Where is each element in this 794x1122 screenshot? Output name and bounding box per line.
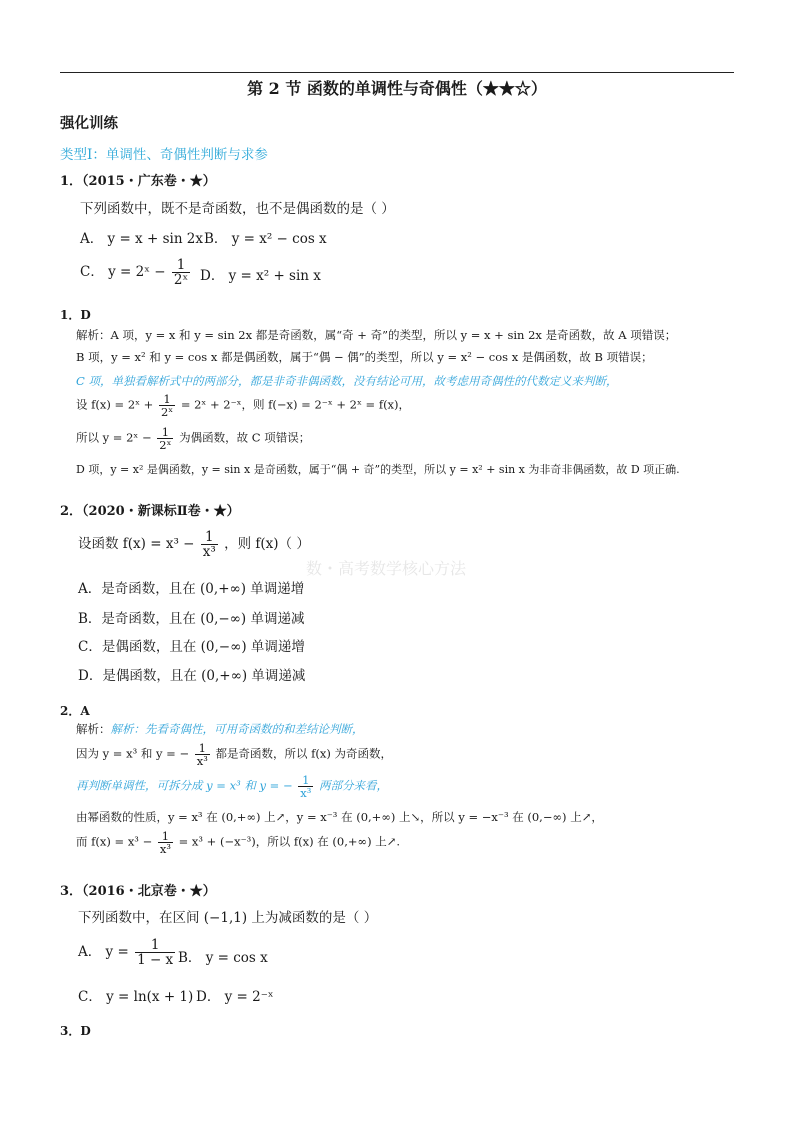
frac-den: x³: [159, 842, 171, 857]
frac-den: x³: [196, 754, 208, 769]
q2-option-d: D．是偶函数，且在 (0,+∞) 单调递减: [78, 668, 306, 684]
page-title: 第 2 节 函数的单调性与奇偶性（★★☆）: [247, 79, 547, 98]
q3-answer: 3．D: [60, 1024, 91, 1038]
q2-solution-1-text: 解析：先看奇偶性，可用奇函数的和差结论判断，: [110, 722, 364, 736]
q1-solution-4-pre: 设 f(x) = 2ˣ +: [76, 397, 154, 412]
q2-solution-4: 由幂函数的性质，y = x³ 在 (0,+∞) 上↗，y = x⁻³ 在 (0,+∞) 上↘，所以 y = −x⁻³ 在 (0,−∞) 上↗，: [76, 810, 603, 824]
q1-solution-4-fraction: [159, 393, 175, 418]
q3-option-a-fraction: [135, 938, 175, 967]
q1-option-b: B． y = x² − cos x: [204, 231, 327, 247]
q2-solution-3-post: 两部分来看，: [319, 778, 389, 793]
q3-option-b: B． y = cos x: [178, 950, 268, 966]
q2-solution-1: [76, 721, 364, 737]
q1-solution-5: [76, 426, 310, 451]
q2-option-a: A．是奇函数，且在 (0,+∞) 单调递增: [78, 581, 305, 597]
frac-den: 2ˣ: [160, 405, 174, 420]
q2-solution-2-post: 都是奇函数，所以 f(x) 为奇函数，: [215, 746, 393, 761]
q1-option-d: D． y = x² + sin x: [200, 268, 321, 284]
q2-solution-3-pre: 再判断单调性，可拆分成 y = x³ 和 y = −: [76, 778, 293, 793]
q1-answer: 1．D: [60, 308, 91, 322]
q3-option-a: [78, 938, 177, 967]
q1-solution-4: [76, 393, 410, 418]
q1-solution-1: 解析：A 项，y = x 和 y = sin 2x 都是奇函数，属“奇 + 奇”的类型，所以 y = x + sin 2x 是奇函数，故 A 项错误；: [76, 328, 677, 342]
q1-solution-5-fraction: [157, 426, 173, 451]
q2-option-c: C．是偶函数，且在 (0,−∞) 单调递增: [78, 639, 305, 655]
q1-solution-5-post: 为偶函数，故 C 项错误；: [179, 430, 311, 445]
q2-stem: [78, 530, 310, 559]
frac-num: 1: [195, 742, 210, 755]
q3-option-c: C． y = ln(x + 1): [78, 989, 194, 1005]
q1-option-a: A． y = x + sin 2x: [80, 231, 204, 247]
q2-solution-5: [76, 830, 400, 855]
q2-solution-5-fraction: [158, 830, 173, 855]
q1-stem: 下列函数中，既不是奇函数，也不是偶函数的是（ ）: [80, 201, 395, 217]
frac-den: 2ˣ: [159, 438, 172, 453]
q2-solution-3-fraction: [298, 774, 313, 799]
frac-num: 1: [172, 258, 190, 273]
q2-stem-pre: 设函数 f(x) = x³ −: [78, 536, 195, 553]
q2-solution-2-pre: 因为 y = x³ 和 y = −: [76, 746, 190, 761]
q2-option-b: B．是奇函数，且在 (0,−∞) 单调递减: [78, 611, 305, 627]
q3-option-a-pre: A． y =: [78, 944, 129, 961]
q1-solution-5-pre: 所以 y = 2ˣ −: [76, 430, 152, 445]
q1-option-c: [80, 258, 192, 287]
frac-den: 2ˣ: [173, 272, 189, 289]
frac-num: 1: [135, 938, 175, 953]
q2-solution-3: [76, 774, 388, 799]
q2-solution-2: [76, 742, 392, 767]
q2-solution-5-post: = x³ + (−x⁻³)，所以 f(x) 在 (0,+∞) 上↗.: [178, 834, 401, 849]
frac-num: 1: [298, 774, 313, 787]
frac-num: 1: [201, 530, 218, 545]
q1-option-c-text: C． y = 2ˣ −: [80, 264, 166, 281]
q2-answer: 2．A: [60, 704, 90, 718]
q1-solution-3: C 项，单独看解析式中的两部分，都是非奇非偶函数，没有结论可用，故考虑用奇偶性的代数定义来判断，: [76, 374, 618, 388]
q2-solution-5-pre: 而 f(x) = x³ −: [76, 834, 153, 849]
q3-number: 3．（2016・北京卷・★）: [60, 884, 216, 899]
watermark: 数・高考数学核心方法: [306, 559, 467, 578]
q2-solution-1-label: 解析：: [76, 722, 111, 736]
q1-option-c-fraction: [172, 258, 190, 287]
q3-stem: 下列函数中，在区间 (−1,1) 上为减函数的是（ ）: [78, 910, 378, 926]
q1-solution-4-post: = 2ˣ + 2⁻ˣ，则 f(−x) = 2⁻ˣ + 2ˣ = f(x)，: [180, 397, 411, 412]
frac-num: 1: [159, 393, 175, 406]
frac-den: 1 − x: [137, 952, 174, 969]
q1-solution-2: B 项，y = x² 和 y = cos x 都是偶函数，属于“偶 − 偶”的类型，所以 y = x² − cos x 是偶函数，故 B 项错误；: [76, 350, 653, 364]
q2-stem-fraction: [201, 530, 218, 559]
frac-den: x³: [300, 786, 312, 801]
frac-num: 1: [158, 830, 173, 843]
q1-number: 1．（2015・广东卷・★）: [60, 174, 216, 189]
type-heading: 类型Ⅰ：单调性、奇偶性判断与求参: [60, 147, 268, 163]
frac-den: x³: [202, 544, 216, 561]
q3-option-d: D． y = 2⁻ˣ: [196, 989, 274, 1005]
q2-stem-post: ，则 f(x)（ ）: [224, 536, 310, 553]
q2-number: 2．（2020・新课标Ⅱ卷・★）: [60, 504, 240, 519]
section-heading: 强化训练: [60, 115, 118, 132]
q1-solution-6: D 项，y = x² 是偶函数，y = sin x 是奇函数，属于“偶 + 奇”的类型，所以 y = x² + sin x 为非奇非偶函数，故 D 项正确.: [76, 463, 680, 476]
header-rule: [60, 72, 734, 73]
frac-num: 1: [157, 426, 173, 439]
q2-solution-2-fraction: [195, 742, 210, 767]
